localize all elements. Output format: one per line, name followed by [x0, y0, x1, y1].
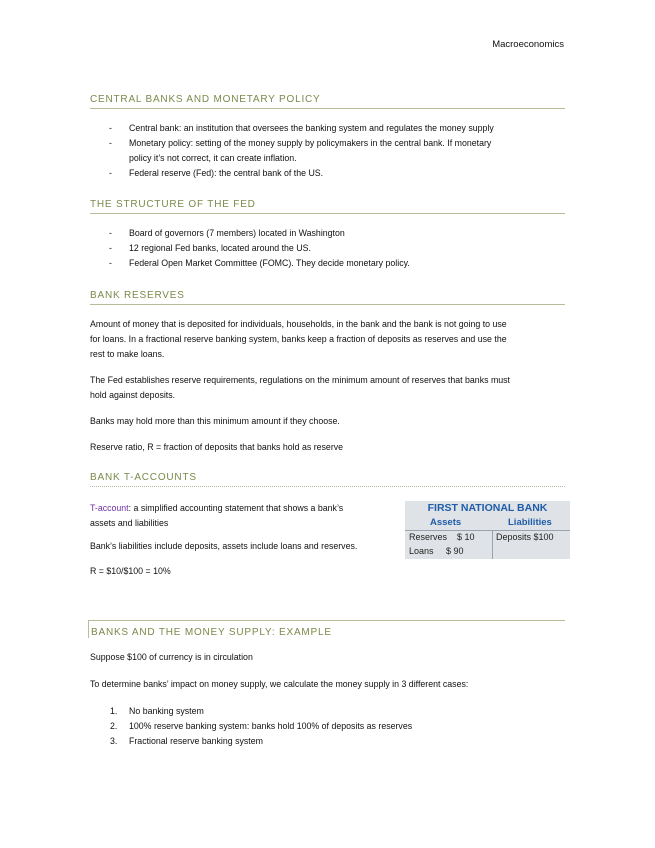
paragraph: Bank’s liabilities include deposits, assets include loans and reserves.: [90, 541, 358, 551]
paragraph: Banks may hold more than this minimum amount if they choose.: [90, 416, 340, 426]
list-item: - Monetary policy: setting of the money supply by policymakers in the central bank. If monetary: [90, 136, 565, 151]
section-heading: CENTRAL BANKS AND MONETARY POLICY: [90, 94, 565, 109]
table-title: FIRST NATIONAL BANK: [427, 502, 548, 514]
paragraph: Reserve ratio, R = fraction of deposits that banks hold as reserve: [90, 442, 344, 452]
paragraph-line: hold against deposits.: [90, 390, 176, 400]
bullet-list: [90, 226, 565, 271]
section-heading: BANK T-ACCOUNTS: [90, 472, 565, 487]
list-item: [90, 734, 565, 749]
term-t-account: T-account: [90, 503, 129, 513]
list-item-continuation: [90, 151, 565, 166]
bullet-list: [90, 121, 565, 181]
list-number: 2.: [110, 721, 118, 731]
paragraph: Suppose $100 of currency is in circulation: [90, 652, 253, 662]
paragraph: To determine banks’ impact on money supply, we calculate the money supply in 3 different cases:: [90, 679, 469, 689]
numbered-list: [90, 704, 565, 749]
deposits-cell: Deposits $100: [496, 532, 554, 542]
t-account-definition: [90, 501, 390, 531]
paragraph: R = $10/$100 = 10%: [90, 566, 171, 576]
list-item: [90, 719, 565, 734]
page-header-title: Macroeconomics: [492, 39, 564, 50]
list-item: - Central bank: an institution that oversees the banking system and regulates the money supply: [90, 121, 565, 136]
list-item: - Federal Open Market Committee (FOMC). They decide monetary policy.: [90, 256, 565, 271]
reserves-cell: Reserves $ 10: [409, 532, 475, 542]
list-text: 100% reserve banking system: banks hold 100% of deposits as reserves: [129, 721, 413, 731]
list-number: 3.: [110, 736, 118, 746]
paragraph: [90, 373, 565, 403]
list-text: Fractional reserve banking system: [129, 736, 263, 746]
paragraph: [90, 317, 565, 362]
list-number: 1.: [110, 706, 118, 716]
paragraph-line: The Fed establishes reserve requirements, regulations on the minimum amount of reserves that banks must: [90, 375, 511, 385]
section-central-banks: [90, 94, 565, 181]
section-heading: BANKS AND THE MONEY SUPPLY: EXAMPLE: [88, 620, 565, 638]
list-item-text: policy it’s not correct, it can create inflation.: [129, 153, 297, 163]
assets-header: Assets: [430, 517, 462, 528]
liabilities-header: Liabilities: [508, 517, 552, 528]
section-heading: BANK RESERVES: [90, 290, 565, 305]
list-item: [90, 704, 565, 719]
t-account-table: [405, 501, 570, 559]
table-divider-vertical: [492, 530, 493, 559]
section-bank-reserves: [90, 290, 565, 455]
section-heading: THE STRUCTURE OF THE FED: [90, 199, 565, 214]
list-item: - Federal reserve (Fed): the central bank of the US.: [90, 166, 565, 181]
list-item: - 12 regional Fed banks, located around the US.: [90, 241, 565, 256]
definition-text: : a simplified accounting statement that shows a bank’s: [128, 503, 344, 513]
section-money-supply: [90, 620, 565, 749]
loans-cell: Loans $ 90: [409, 546, 464, 556]
section-structure-fed: [90, 199, 565, 271]
paragraph-line: for loans. In a fractional reserve banking system, banks keep a fraction of deposits as reserves and use the: [90, 334, 507, 344]
paragraph-line: rest to make loans.: [90, 349, 165, 359]
paragraph-line: Amount of money that is deposited for individuals, households, in the bank and the bank is not going to use: [90, 319, 507, 329]
list-text: No banking system: [129, 706, 204, 716]
definition-text: assets and liabilities: [90, 518, 169, 528]
table-divider-horizontal: [405, 530, 570, 531]
list-item: - Board of governors (7 members) located in Washington: [90, 226, 565, 241]
